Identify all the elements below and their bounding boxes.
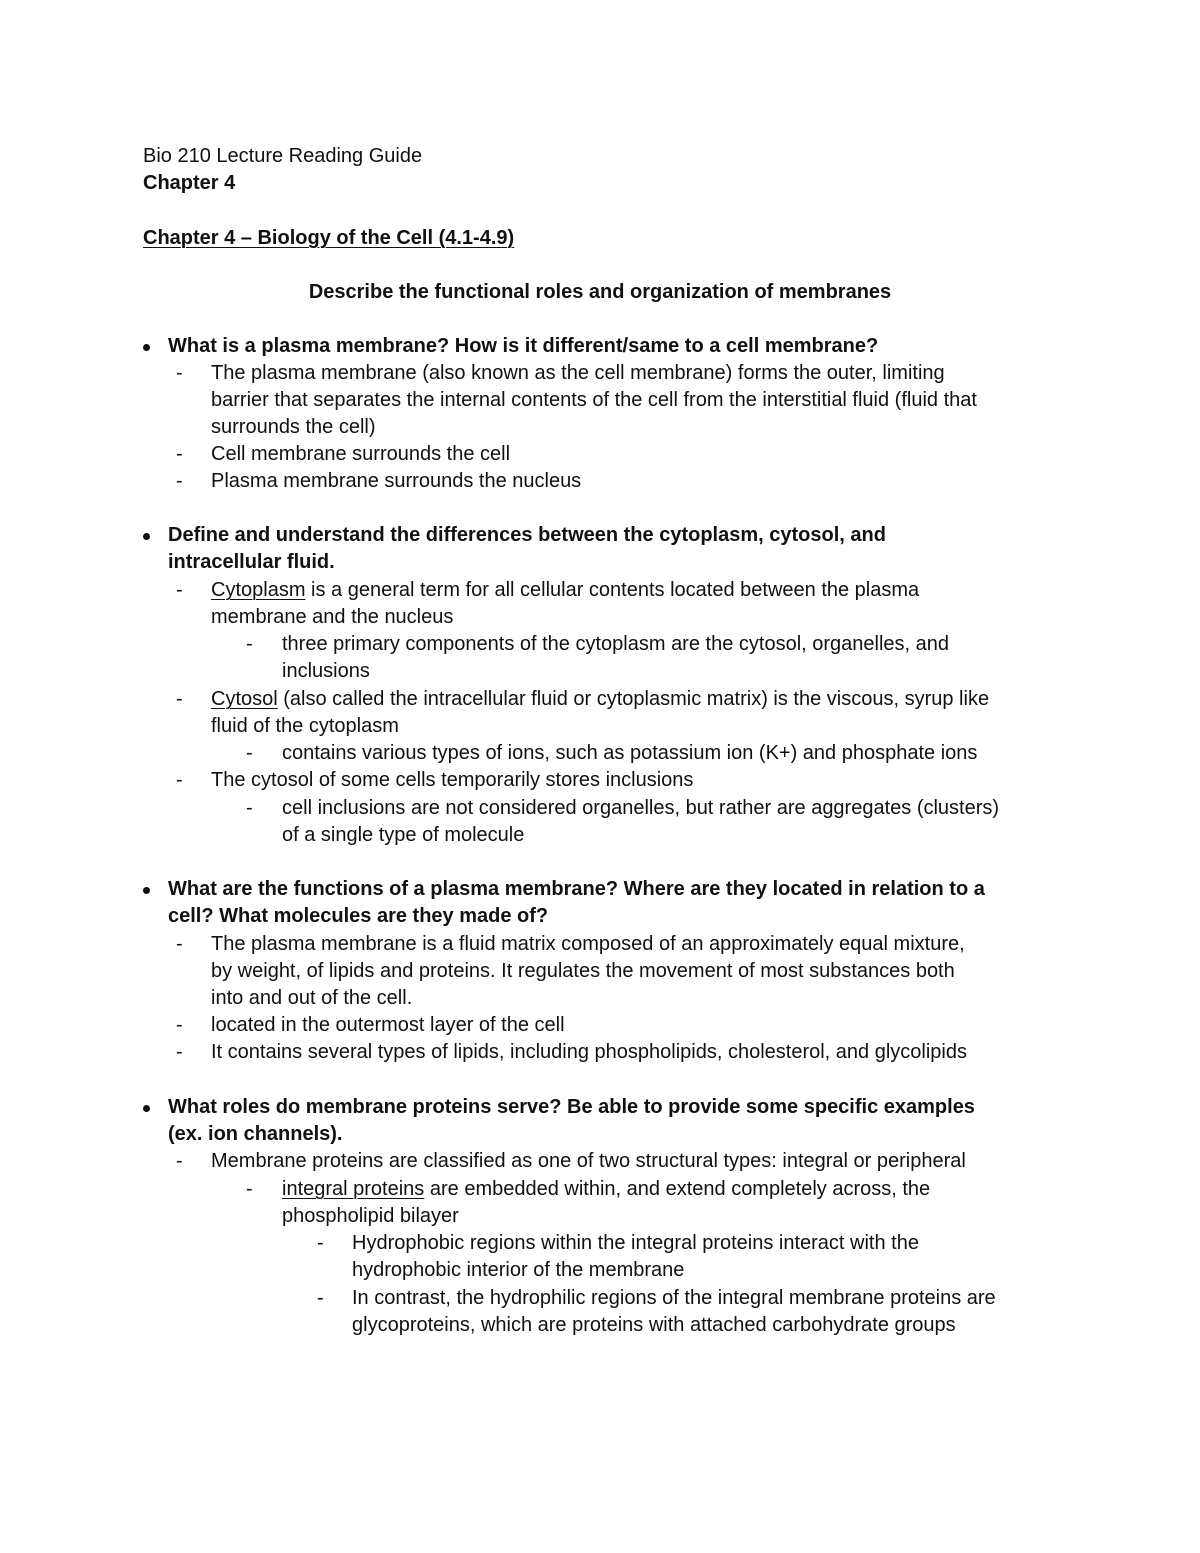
- term-integral-proteins: integral proteins: [282, 1178, 425, 1200]
- q3-answer-1-line-2: by weight, of lipids and proteins. It regulates the movement of most substances both: [211, 960, 955, 982]
- q4-answer-1-sub-line-2: phospholipid bilayer: [282, 1205, 459, 1227]
- question-3-line-2: cell? What molecules are they made of?: [168, 905, 549, 927]
- term-cytosol: Cytosol: [211, 688, 278, 710]
- q2-answer-3: The cytosol of some cells temporarily stores inclusions: [211, 769, 694, 791]
- q1-answer-1-line-3: surrounds the cell): [211, 416, 376, 438]
- q4-answer-1-subsub-2-line-1: In contrast, the hydrophilic regions of the integral membrane proteins are: [352, 1287, 996, 1309]
- dash-marker: -: [176, 933, 183, 955]
- q2-answer-1-text: is a general term for all cellular contents located between the plasma: [305, 579, 920, 601]
- bullet-icon: [143, 344, 150, 351]
- dash-marker: -: [246, 1178, 253, 1200]
- q2-answer-3-sub-line-1: cell inclusions are not considered organelles, but rather are aggregates (clusters): [282, 797, 1000, 819]
- q2-answer-1-line-2: membrane and the nucleus: [211, 606, 454, 628]
- q4-answer-1-sub-text: are embedded within, and extend completely across, the: [424, 1178, 931, 1200]
- question-4-line-2: (ex. ion channels).: [168, 1123, 343, 1145]
- dash-marker: -: [176, 579, 183, 601]
- bullet-icon: [143, 887, 150, 894]
- q2-answer-1-sub-line-2: inclusions: [282, 660, 370, 682]
- q4-answer-1: Membrane proteins are classified as one of two structural types: integral or peripheral: [211, 1150, 966, 1172]
- dash-marker: -: [246, 797, 253, 819]
- term-cytoplasm: Cytoplasm: [211, 579, 306, 601]
- bullet-icon: [143, 533, 150, 540]
- dash-marker: -: [176, 443, 183, 465]
- question-3-line-1: What are the functions of a plasma membrane? Where are they located in relation to a: [168, 878, 985, 900]
- question-4-line-1: What roles do membrane proteins serve? Be able to provide some specific examples: [168, 1096, 975, 1118]
- q2-answer-2-line-1: [211, 686, 989, 713]
- q3-answer-2: located in the outermost layer of the cell: [211, 1014, 565, 1036]
- bullet-icon: [143, 1105, 150, 1112]
- q2-answer-2-line-2: fluid of the cytoplasm: [211, 715, 399, 737]
- q2-answer-3-sub-line-2: of a single type of molecule: [282, 824, 525, 846]
- q2-answer-2-sub: contains various types of ions, such as potassium ion (K+) and phosphate ions: [282, 742, 978, 764]
- document-header-chapter: Chapter 4: [143, 172, 236, 194]
- q2-answer-1-line-1: [211, 577, 919, 604]
- q1-answer-3: Plasma membrane surrounds the nucleus: [211, 470, 582, 492]
- question-2-line-2: intracellular fluid.: [168, 551, 335, 573]
- dash-marker: -: [176, 1014, 183, 1036]
- dash-marker: -: [176, 1041, 183, 1063]
- question-2-line-1: Define and understand the differences between the cytoplasm, cytosol, and: [168, 524, 886, 546]
- chapter-title: Chapter 4 – Biology of the Cell (4.1-4.9): [143, 227, 515, 249]
- q3-answer-1-line-1: The plasma membrane is a fluid matrix composed of an approximately equal mixture,: [211, 933, 965, 955]
- document-header-title: Bio 210 Lecture Reading Guide: [143, 145, 423, 167]
- section-heading: Describe the functional roles and organization of membranes: [308, 281, 892, 303]
- dash-marker: -: [176, 1150, 183, 1172]
- question-1: What is a plasma membrane? How is it different/same to a cell membrane?: [168, 335, 879, 357]
- dash-marker: -: [246, 742, 253, 764]
- q1-answer-1-line-1: The plasma membrane (also known as the cell membrane) forms the outer, limiting: [211, 362, 945, 384]
- dash-marker: -: [176, 470, 183, 492]
- q1-answer-2: Cell membrane surrounds the cell: [211, 443, 511, 465]
- dash-marker: -: [246, 633, 253, 655]
- q4-answer-1-subsub-2-line-2: glycoproteins, which are proteins with attached carbohydrate groups: [352, 1314, 956, 1336]
- q4-answer-1-subsub-1-line-1: Hydrophobic regions within the integral proteins interact with the: [352, 1232, 919, 1254]
- dash-marker: -: [176, 769, 183, 791]
- q3-answer-3: It contains several types of lipids, including phospholipids, cholesterol, and glycolipids: [211, 1041, 967, 1063]
- dash-marker: -: [176, 688, 183, 710]
- q2-answer-1-sub-line-1: three primary components of the cytoplasm are the cytosol, organelles, and: [282, 633, 950, 655]
- q2-answer-2-text: (also called the intracellular fluid or cytoplasmic matrix) is the viscous, syrup like: [277, 688, 990, 710]
- dash-marker: -: [176, 362, 183, 384]
- q1-answer-1-line-2: barrier that separates the internal contents of the cell from the interstitial fluid (fluid that: [211, 389, 977, 411]
- q4-answer-1-sub-line-1: [282, 1176, 930, 1203]
- dash-marker: -: [317, 1232, 324, 1254]
- q4-answer-1-subsub-1-line-2: hydrophobic interior of the membrane: [352, 1259, 685, 1281]
- dash-marker: -: [317, 1287, 324, 1309]
- q3-answer-1-line-3: into and out of the cell.: [211, 987, 413, 1009]
